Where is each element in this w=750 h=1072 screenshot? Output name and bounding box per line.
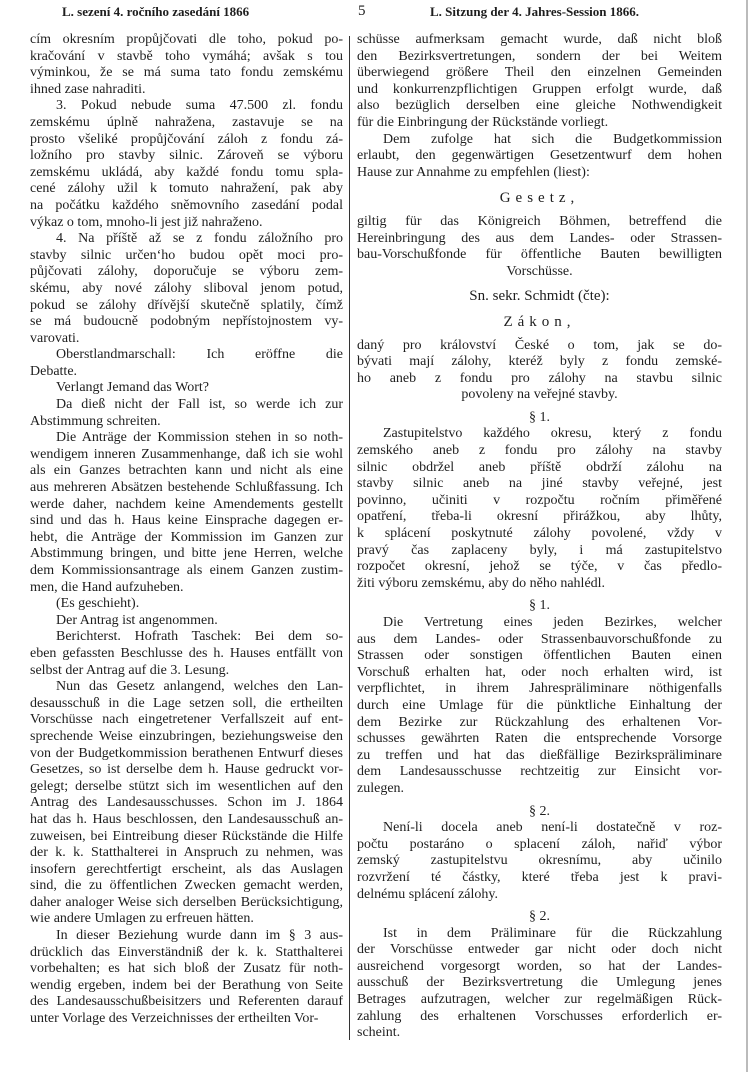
text-line: insofern gerechtfertigt erscheint, als das Auslagen bbox=[30, 861, 343, 877]
text-line: skému, aby nové zálohy sliboval jenom potud, bbox=[30, 280, 343, 296]
paragraph bbox=[357, 615, 722, 798]
text-line: pokud se zálohy dřívější skutečně splatily, čímž bbox=[30, 297, 343, 313]
text-line: Abstimmung schreiten. bbox=[30, 413, 161, 429]
text-line: Abstimmung bringen, und bitte jene Herren, welche bbox=[30, 546, 343, 562]
text-line: wie andere Umlagen zu erfreuen hätten. bbox=[30, 911, 254, 927]
text-line: půjčovati zálohy, doporučuje se výboru zem- bbox=[30, 264, 343, 280]
text-line: stavby silnic aneb na jiné stavby veřejné, jest bbox=[357, 476, 722, 492]
text-line: also bezüglich derselben eine gleiche Nothwendigkeit bbox=[357, 98, 722, 114]
paragraph bbox=[30, 32, 343, 98]
text-line: Antrag des Landesausschusses. Schon im J. 1864 bbox=[30, 795, 343, 811]
text-line: daný pro království České o tom, jak se do- bbox=[357, 337, 722, 353]
text-line: výkaz o tom, mnoho-li jest již nahraženo. bbox=[30, 214, 263, 230]
text-line: überwiegend größere Theil den einzelnen Gemeinden bbox=[357, 65, 722, 81]
text-line: der k. k. Statthalterei in Anspruch zu nehmen, was bbox=[30, 845, 343, 861]
text-line: Betrages aufzutragen, welcher zur regelmäßigen Rück- bbox=[357, 992, 722, 1008]
text-line: varovati. bbox=[30, 330, 80, 346]
text-line: gelegt; derselbe stützt sich im wesentlichen auf den bbox=[30, 778, 343, 794]
text-line: zemskému ukládá, aby každé fondu tomu spla- bbox=[30, 164, 343, 180]
speaker-heading bbox=[357, 288, 722, 305]
text-line: Hereinbringung des aus dem Landes- oder Strassen- bbox=[357, 230, 722, 246]
text-line: Vorschüsse nach eingetretener Verfallszeit auf ent- bbox=[30, 712, 343, 728]
text-line: § 2. bbox=[529, 909, 550, 925]
page-number: 5 bbox=[358, 3, 366, 19]
paragraph bbox=[357, 426, 722, 592]
text-line: des Landesausschußbeisitzers und Referenten darauf bbox=[30, 994, 343, 1010]
text-line: hebt, die Anträge der Kommission im Ganzen zur bbox=[30, 529, 343, 545]
text-line: Strassen oder sonstigen öffentlichen Bauten einen bbox=[357, 648, 722, 664]
text-line: und konkurrenzpflichtigen Gruppen erfolgt wurde, daß bbox=[357, 81, 722, 97]
text-line: Verlangt Jemand das Wort? bbox=[56, 380, 209, 396]
text-line: schusses gewährten Raten die entsprechende Vorsorge bbox=[357, 731, 722, 747]
paragraph bbox=[357, 32, 722, 132]
text-line: sind und das h. Haus keine Einsprache dagegen er- bbox=[30, 513, 343, 529]
text-line: erlaubt, den gegenwärtigen Gesetzentwurf dem hohen bbox=[357, 148, 722, 164]
section-heading bbox=[357, 909, 722, 926]
text-line: Ist in dem Präliminare für die Rückzahlung bbox=[383, 925, 722, 941]
text-line: hat das h. Haus beschlossen, den Landesausschuß an- bbox=[30, 811, 343, 827]
text-line: Debatte. bbox=[30, 363, 78, 379]
text-line: eben gefassten Beschlusse des h. Hauses entfällt von bbox=[30, 645, 343, 661]
text-line: Vorschuß erhalten hat, oder noch erhalten wird, ist bbox=[357, 664, 722, 680]
text-line: dem Landesausschusse rechtzeitig zur Einsicht vor- bbox=[357, 764, 722, 780]
running-header-czech: L. sezení 4. ročního zasedání 1866 bbox=[62, 4, 250, 19]
text-line: der Vorschüsse entweder gar nicht oder doch nicht bbox=[357, 942, 722, 958]
text-line: drücklich das Einverständniß der k. k. Statthalterei bbox=[30, 944, 343, 960]
text-line: unter Vorlage des Verzeichnisses der ertheilten Vor- bbox=[30, 1011, 319, 1027]
text-line: als ein Ganzes betrachten kann und nicht als eine bbox=[30, 463, 343, 479]
column-divider bbox=[349, 36, 350, 1040]
text-line: wendig ergeben, indem bei der Berathung von Seite bbox=[30, 977, 343, 993]
text-line: opatření, třeba-li okresní přirážkou, aby lhůty, bbox=[357, 509, 722, 525]
paragraph bbox=[357, 820, 722, 903]
text-line: sind, die zu öffentlichen Zwecken gemacht werden, bbox=[30, 878, 343, 894]
text-line: verpflichtet, in ihrem Jahrespräliminare nöthigenfalls bbox=[357, 681, 722, 697]
paragraph bbox=[30, 928, 343, 1028]
law-title bbox=[357, 314, 722, 331]
text-line: Der Antrag ist angenommen. bbox=[56, 612, 218, 628]
text-line: Gesetzes, so ist derselbe dem h. Hause gedruckt vor- bbox=[30, 762, 343, 778]
text-line: rozpočet okresní, jehož se týče, v čas předlo- bbox=[357, 559, 722, 575]
text-line: selbst der Antrag auf die 3. Lesung. bbox=[30, 662, 230, 678]
paragraph bbox=[357, 214, 722, 280]
text-line: Oberstlandmarschall: Ich eröffne die bbox=[56, 347, 343, 363]
text-line: bau-Vorschußfonde für öffentliche Bauten bewilligten bbox=[357, 247, 722, 263]
paragraph bbox=[357, 926, 722, 1042]
text-line: giltig für das Königreich Böhmen, betreffend die bbox=[357, 213, 722, 229]
text-line: Die Vertretung eines jeden Bezirkes, welcher bbox=[383, 615, 722, 630]
text-line: Berichterst. Hofrath Taschek: Bei dem so- bbox=[56, 629, 343, 645]
text-line: Dem zufolge hat sich die Budgetkommission bbox=[383, 131, 722, 147]
text-line: 4. Na příště až se z fondu záložního pro bbox=[56, 231, 343, 247]
text-line: Da dieß nicht der Fall ist, so werde ich zur bbox=[56, 397, 343, 413]
left-column-czech-german-debate bbox=[30, 32, 343, 1028]
text-line: § 1. bbox=[529, 409, 550, 425]
right-column-law-text bbox=[357, 32, 722, 1042]
text-line: povinno, učiniti v rozpočtu ročním přiměřené bbox=[357, 492, 722, 508]
text-line: ausschuß der Bezirksvertretung die Umlegung jenes bbox=[357, 975, 722, 991]
text-line: Die Anträge der Kommission stehen in so noth- bbox=[56, 430, 343, 446]
text-line: scheint. bbox=[357, 1025, 401, 1041]
page-edge bbox=[746, 0, 748, 1072]
text-line: rozvržení té částky, které třeba jest k pravi- bbox=[357, 869, 722, 885]
paragraph bbox=[30, 397, 343, 430]
text-line: ho aneb z fondu pro zálohy na stavbu silnic bbox=[357, 370, 722, 386]
text-line: prosto všeliké propůjčování záloh z fondu zá- bbox=[30, 131, 343, 147]
text-line: schüsse aufmerksam gemacht wurde, daß nicht bloß bbox=[357, 32, 722, 47]
text-line: (Es geschieht). bbox=[56, 596, 140, 612]
text-line: Zákon, bbox=[503, 313, 576, 330]
section-heading bbox=[357, 804, 722, 821]
text-line: k splácení poskytnuté zálohy povolené, vždy v bbox=[357, 526, 722, 542]
text-line: povoleny na veřejné stavby. bbox=[461, 387, 618, 403]
text-line: zu treffen und hat das dießfällige Bezirkspräliminare bbox=[357, 747, 722, 763]
paragraph bbox=[30, 596, 343, 613]
text-line: vorbehalten; es hat sich bloß der Zusatz für noth- bbox=[30, 961, 343, 977]
paragraph bbox=[30, 380, 343, 397]
law-title bbox=[357, 190, 722, 207]
text-line: delnému splácení zálohy. bbox=[357, 886, 498, 902]
text-line: zemský zastupitelstvu okresnímu, aby učinilo bbox=[357, 853, 722, 869]
paragraph bbox=[357, 132, 722, 182]
text-line: silnic obdržel aneb příště obdrží zálohu na bbox=[357, 459, 722, 475]
text-line: výminkou, že se má suma tato fondu zemskému bbox=[30, 65, 343, 81]
text-line: bývati mají zálohy, kteréž byly z fondu zemské- bbox=[357, 354, 722, 370]
text-line: stavby silnic určen‘ho budou opět moci pro- bbox=[30, 247, 343, 263]
text-line: ihned zase nahraditi. bbox=[30, 81, 146, 97]
text-line: § 2. bbox=[529, 803, 550, 819]
text-line: ausreichend vorgesorgt worden, so hat der Landes- bbox=[357, 958, 722, 974]
text-line: werde daher, nachdem keine Amendements gestellt bbox=[30, 496, 343, 512]
text-line: zemského aneb z fondu pro zálohy na stavby bbox=[357, 443, 722, 459]
text-line: In dieser Beziehung wurde dann im § 3 aus- bbox=[56, 928, 343, 944]
text-line: wendigem inneren Zusammenhange, daß ich sie wohl bbox=[30, 446, 343, 462]
text-line: kračování v stavbě toho vymáhá; avšak s tou bbox=[30, 48, 343, 64]
text-line: pravý čas zaplaceny byly, i má zastupitelstvo bbox=[357, 542, 722, 558]
text-line: Hause zur Annahme zu empfehlen (liest): bbox=[357, 164, 590, 180]
text-line: aus mehreren Absätzen bestehende Schlußfassung. Ich bbox=[30, 480, 343, 496]
text-line: Zastupitelstvo každého okresu, který z fondu bbox=[383, 426, 722, 442]
text-line: cím okresním propůjčovati dle toho, pokud po- bbox=[30, 32, 343, 47]
running-header-german: L. Sitzung der 4. Jahres-Session 1866. bbox=[430, 4, 639, 19]
paragraph bbox=[30, 98, 343, 231]
paragraph bbox=[30, 679, 343, 928]
text-line: na počátku každého sněmovního zasedání podal bbox=[30, 197, 343, 213]
text-line: Není-li docela aneb není-li dostatečně v roz- bbox=[383, 820, 722, 836]
text-line: § 1. bbox=[529, 598, 550, 614]
paragraph bbox=[30, 231, 343, 347]
text-line: Nun das Gesetz anlangend, welches den Lan- bbox=[56, 679, 343, 695]
text-line: aus dem Landes- oder Strassenbauvorschußfonde zu bbox=[357, 631, 722, 647]
text-line: zuweisen, bei Eintreibung dieser Rückstände die Hilfe bbox=[30, 828, 343, 844]
text-line: Sn. sekr. Schmidt (čte): bbox=[469, 288, 610, 305]
paragraph bbox=[30, 430, 343, 596]
paragraph bbox=[30, 347, 343, 380]
section-heading bbox=[357, 598, 722, 615]
text-line: se má budoucně podobným nepřístojnostem vy- bbox=[30, 314, 343, 330]
text-line: Gesetz, bbox=[499, 190, 580, 207]
text-line: durch eine Umlage für die pünktliche Einhaltung der bbox=[357, 697, 722, 713]
text-line: počtu postaráno o splacení záloh, nařiď výbor bbox=[357, 836, 722, 852]
text-line: Vorschüsse. bbox=[506, 263, 573, 279]
text-line: 3. Pokud nebude suma 47.500 zl. fondu bbox=[56, 98, 343, 114]
text-line: den Bezirksvertretungen, sondern der bei Weitem bbox=[357, 48, 722, 64]
text-line: zahlung des erhaltenen Vorschusses erforderlich er- bbox=[357, 1008, 722, 1024]
paragraph bbox=[357, 338, 722, 404]
text-line: für die Einbringung der Rückstände vorliegt. bbox=[357, 114, 609, 130]
section-heading bbox=[357, 410, 722, 427]
text-line: sprechende Weise einzubringen, beziehungsweise den bbox=[30, 728, 343, 744]
text-line: von der Budgetkommission berathenen Entwurf dieses bbox=[30, 745, 343, 761]
text-line: dem Bezirke zur Rückzahlung des erhaltenen Vor- bbox=[357, 714, 722, 730]
text-line: zemskému úplně nahražena, zastavuje se na bbox=[30, 114, 343, 130]
text-line: zulegen. bbox=[357, 780, 405, 796]
paragraph bbox=[30, 629, 343, 679]
text-line: žiti výboru zemskému, aby do něho nahlédl. bbox=[357, 575, 606, 591]
text-line: desausschuß in die Lage setzen soll, die ertheilten bbox=[30, 695, 343, 711]
text-line: men, die Hand aufzuheben. bbox=[30, 579, 184, 595]
text-line: cené zálohy užil k tomuto nahražení, pak aby bbox=[30, 181, 343, 197]
text-line: daher analoger Weise sich derselben Berücksichtigung, bbox=[30, 894, 343, 910]
text-line: ložního pro stavby silnic. Zároveň se výboru bbox=[30, 148, 343, 164]
text-line: dem Kommissionsantrage als einem Ganzen zustim- bbox=[30, 563, 343, 578]
paragraph bbox=[30, 613, 343, 630]
